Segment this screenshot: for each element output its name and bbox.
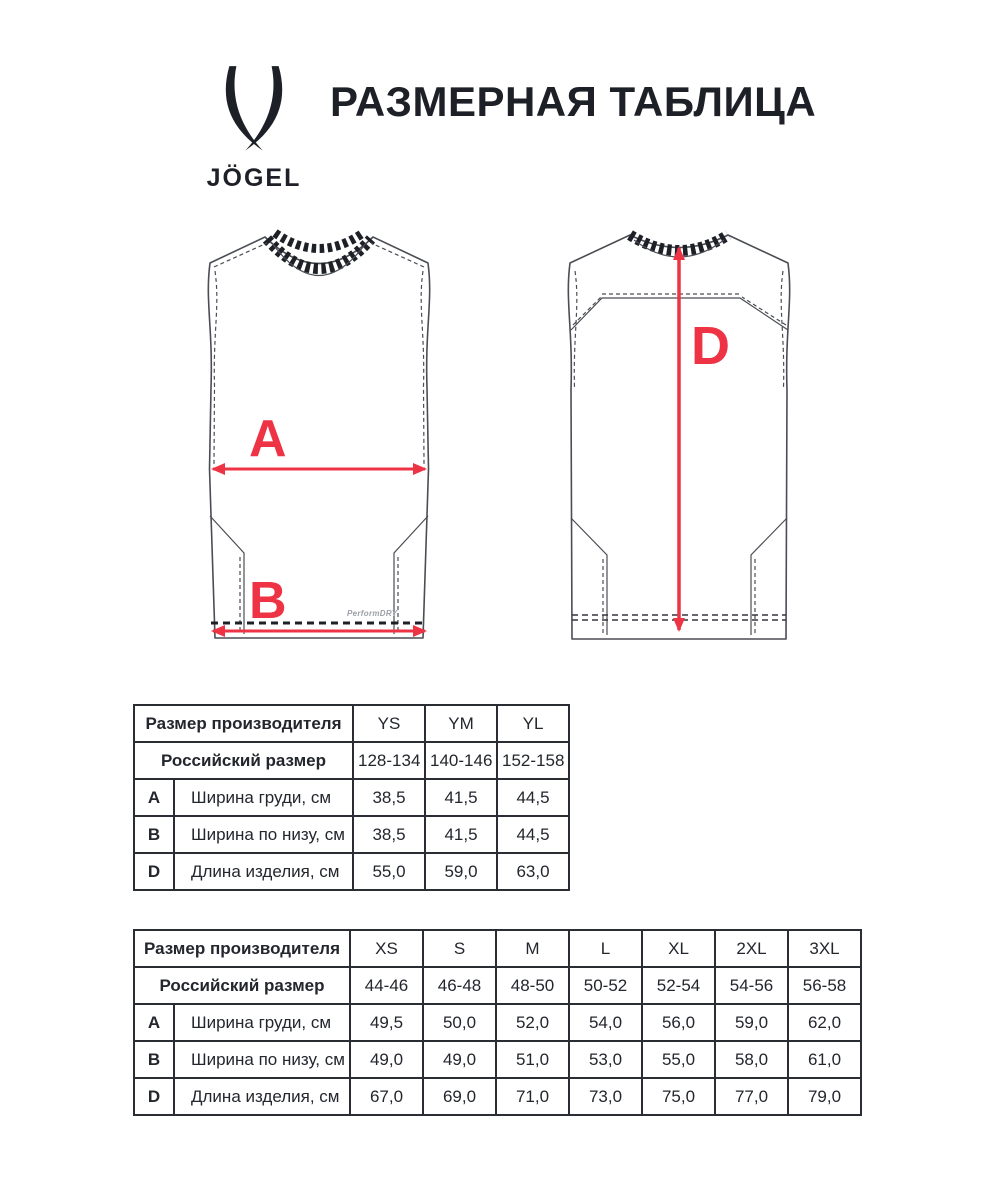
table-row-russian-size	[134, 742, 569, 779]
measure-letter: B	[134, 816, 174, 853]
measure-label: Ширина груди, см	[174, 779, 353, 816]
measure-letter: D	[134, 1078, 174, 1115]
garment-front-view	[197, 226, 441, 644]
size-cell: XS	[350, 930, 423, 967]
size-cell: 2XL	[715, 930, 788, 967]
value-cell: 152-158	[497, 742, 569, 779]
table-row-russian-size	[134, 967, 861, 1004]
value-cell: 77,0	[715, 1078, 788, 1115]
header	[204, 62, 816, 193]
value-cell: 38,5	[353, 779, 425, 816]
size-cell: YL	[497, 705, 569, 742]
chest-width-letter: A	[249, 410, 287, 468]
value-cell: 49,0	[350, 1041, 423, 1078]
table-row-measure-d	[134, 853, 569, 890]
measure-letter: D	[134, 853, 174, 890]
neckline-seam	[272, 243, 366, 276]
row-label: Размер производителя	[134, 705, 353, 742]
measure-label: Длина изделия, см	[174, 853, 353, 890]
row-label: Размер производителя	[134, 930, 350, 967]
fabric-label: PerformDRY	[347, 609, 398, 618]
table-row-manufacturer-size	[134, 930, 861, 967]
value-cell: 44,5	[497, 816, 569, 853]
value-cell: 59,0	[715, 1004, 788, 1041]
value-cell: 69,0	[423, 1078, 496, 1115]
measure-letter: A	[134, 779, 174, 816]
measure-label: Ширина по низу, см	[174, 816, 353, 853]
size-cell: S	[423, 930, 496, 967]
value-cell: 51,0	[496, 1041, 569, 1078]
value-cell: 140-146	[425, 742, 497, 779]
brand-emblem-icon	[210, 62, 298, 160]
value-cell: 44,5	[497, 779, 569, 816]
row-label: Российский размер	[134, 742, 353, 779]
value-cell: 54,0	[569, 1004, 642, 1041]
front-outline	[208, 237, 429, 638]
value-cell: 48-50	[496, 967, 569, 1004]
row-label: Российский размер	[134, 967, 350, 1004]
value-cell: 58,0	[715, 1041, 788, 1078]
table-row-measure-b	[134, 1041, 861, 1078]
value-cell: 50,0	[423, 1004, 496, 1041]
value-cell: 52,0	[496, 1004, 569, 1041]
value-cell: 62,0	[788, 1004, 861, 1041]
measure-label: Ширина груди, см	[174, 1004, 350, 1041]
armhole-seam-right	[421, 271, 424, 464]
size-cell: L	[569, 930, 642, 967]
size-cell: YM	[425, 705, 497, 742]
value-cell: 52-54	[642, 967, 715, 1004]
table-row-measure-a	[134, 1004, 861, 1041]
value-cell: 59,0	[425, 853, 497, 890]
table-row-measure-b	[134, 816, 569, 853]
size-cell: XL	[642, 930, 715, 967]
bottom-width-letter: B	[249, 572, 287, 630]
value-cell: 41,5	[425, 779, 497, 816]
size-cell: M	[496, 930, 569, 967]
size-cell: YS	[353, 705, 425, 742]
value-cell: 53,0	[569, 1041, 642, 1078]
value-cell: 56-58	[788, 967, 861, 1004]
value-cell: 49,0	[423, 1041, 496, 1078]
armhole-seam-left	[214, 271, 217, 464]
garment-diagrams	[0, 226, 998, 644]
value-cell: 73,0	[569, 1078, 642, 1115]
measure-label: Длина изделия, см	[174, 1078, 350, 1115]
value-cell: 75,0	[642, 1078, 715, 1115]
value-cell: 54-56	[715, 967, 788, 1004]
table-row-measure-d	[134, 1078, 861, 1115]
value-cell: 67,0	[350, 1078, 423, 1115]
value-cell: 63,0	[497, 853, 569, 890]
value-cell: 61,0	[788, 1041, 861, 1078]
brand-wordmark: JÖGEL	[206, 164, 302, 192]
value-cell: 128-134	[353, 742, 425, 779]
size-cell: 3XL	[788, 930, 861, 967]
value-cell: 71,0	[496, 1078, 569, 1115]
value-cell: 41,5	[425, 816, 497, 853]
collar-ribbing-back-icon	[275, 233, 363, 249]
value-cell: 50-52	[569, 967, 642, 1004]
measure-letter: B	[134, 1041, 174, 1078]
brand-logo	[204, 62, 304, 193]
value-cell: 55,0	[353, 853, 425, 890]
value-cell: 46-48	[423, 967, 496, 1004]
value-cell: 79,0	[788, 1078, 861, 1115]
armhole-seam-left	[574, 271, 577, 388]
garment-back-view	[557, 226, 801, 644]
measure-label: Ширина по низу, см	[174, 1041, 350, 1078]
value-cell: 38,5	[353, 816, 425, 853]
value-cell: 49,5	[350, 1004, 423, 1041]
table-row-manufacturer-size	[134, 705, 569, 742]
page-title: РАЗМЕРНАЯ ТАБЛИЦА	[330, 78, 817, 125]
value-cell: 55,0	[642, 1041, 715, 1078]
measure-letter: A	[134, 1004, 174, 1041]
size-table-adult	[133, 929, 862, 1116]
size-table-youth	[133, 704, 570, 891]
length-letter: D	[691, 316, 730, 376]
value-cell: 56,0	[642, 1004, 715, 1041]
value-cell: 44-46	[350, 967, 423, 1004]
table-row-measure-a	[134, 779, 569, 816]
armhole-seam-right	[781, 271, 784, 388]
